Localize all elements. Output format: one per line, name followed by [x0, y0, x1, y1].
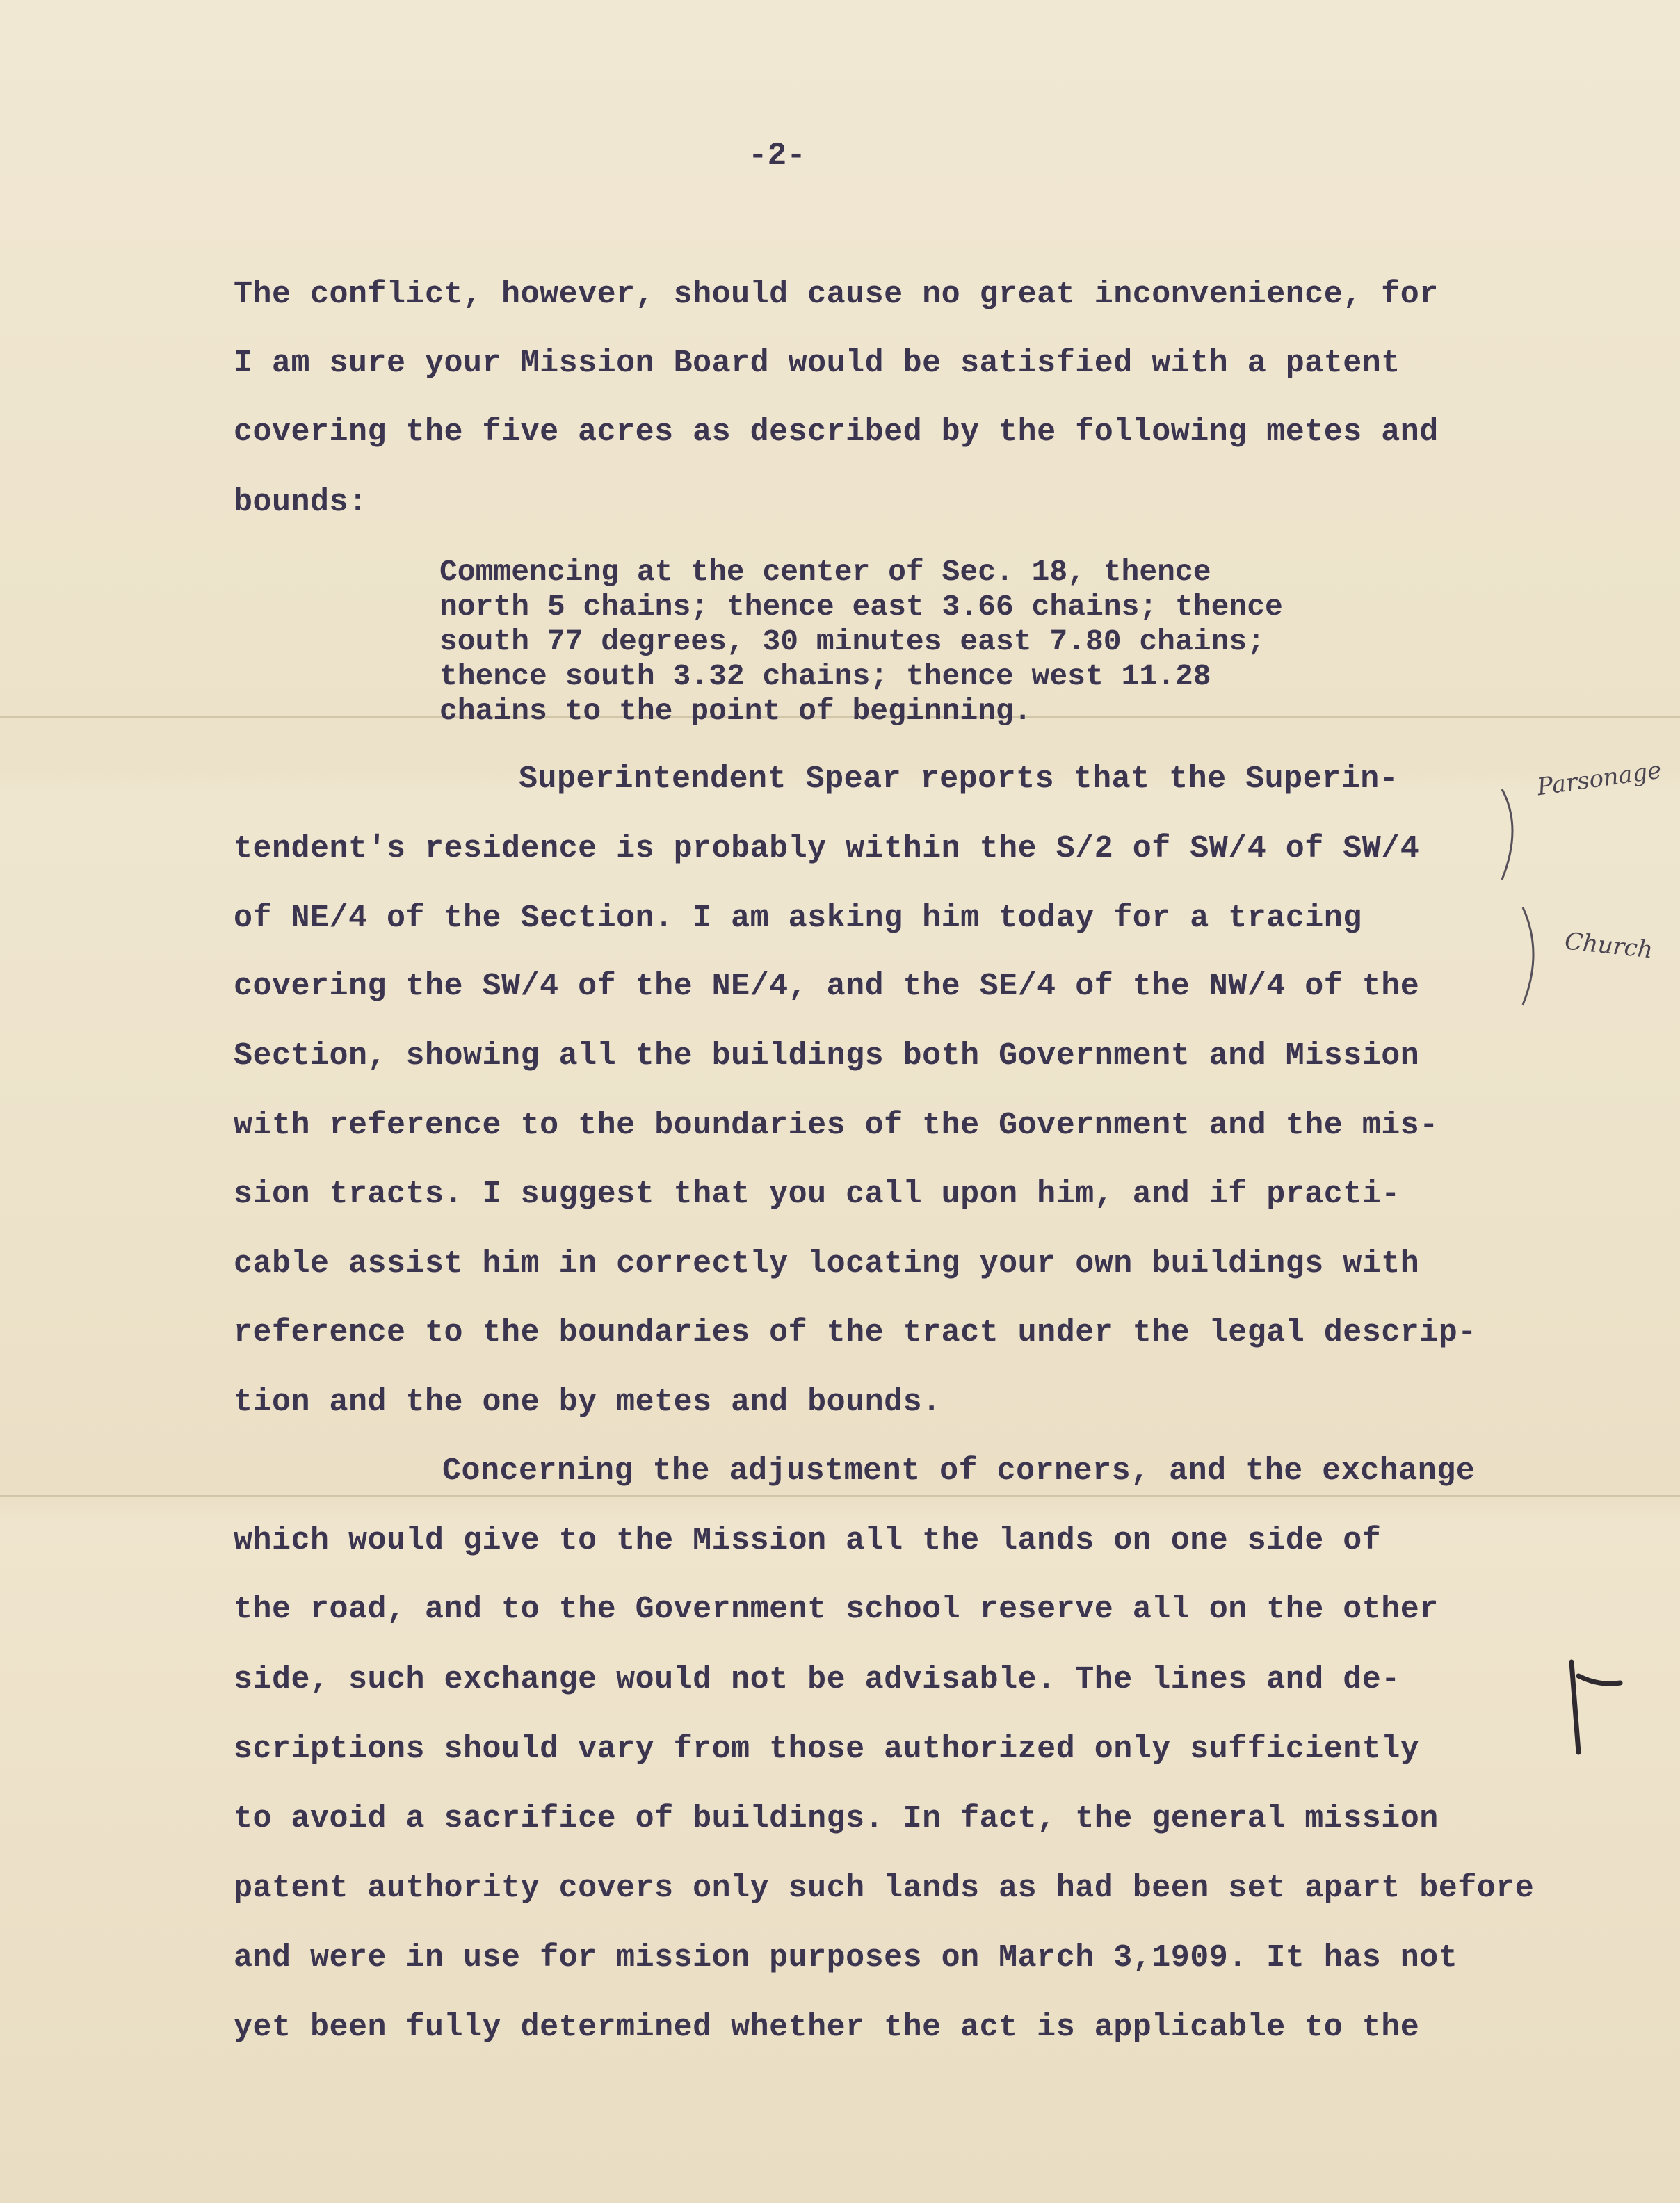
text-line: with reference to the boundaries of the Government and the mis-: [234, 1108, 1439, 1143]
page-number: -2-: [748, 138, 806, 174]
text-line: Section, showing all the buildings both Government and Mission: [234, 1038, 1420, 1074]
metes-line: Commencing at the center of Sec. 18, thence: [439, 555, 1211, 589]
text-line: and were in use for mission purposes on March 3,1909. It has not: [234, 1940, 1458, 1976]
paper-fold: [0, 1495, 1680, 1497]
text-line: bounds:: [234, 485, 368, 520]
bracket-parsonage: [1495, 786, 1537, 883]
text-line: I am sure your Mission Board would be satisfied with a patent: [234, 346, 1400, 381]
text-line: The conflict, however, should cause no great inconvenience, for: [234, 277, 1439, 312]
text-line: cable assist him in correctly locating your own buildings with: [234, 1246, 1420, 1282]
text-line: the road, and to the Government school reserve all on the other: [234, 1592, 1439, 1627]
metes-line: north 5 chains; thence east 3.66 chains; thence: [439, 590, 1283, 624]
text-line: covering the SW/4 of the NE/4, and the SE/4 of the NW/4 of the: [234, 969, 1420, 1004]
bracket-church: [1516, 904, 1558, 1008]
text-line: scriptions should vary from those authorized only sufficiently: [234, 1732, 1420, 1767]
text-line: Superintendent Spear reports that the Superin-: [519, 761, 1399, 797]
text-line: covering the five acres as described by the following metes and: [234, 414, 1439, 450]
metes-line: south 77 degrees, 30 minutes east 7.80 chains;: [439, 624, 1265, 659]
text-line: tion and the one by metes and bounds.: [234, 1385, 942, 1420]
text-line: side, such exchange would not be advisable. The lines and de-: [234, 1662, 1400, 1697]
metes-line: thence south 3.32 chains; thence west 11.28: [439, 659, 1211, 693]
text-line: Concerning the adjustment of corners, and the exchange: [442, 1453, 1476, 1489]
text-line: patent authority covers only such lands as had been set apart before: [234, 1871, 1535, 1906]
annotation-parsonage: Parsonage: [1535, 756, 1663, 802]
text-line: tendent's residence is probably within the S/2 of SW/4 of SW/4: [234, 831, 1420, 866]
text-line: yet been fully determined whether the act is applicable to the: [234, 2010, 1420, 2045]
metes-line: chains to the point of beginning.: [439, 694, 1032, 728]
annotation-church: Church: [1563, 927, 1654, 965]
text-line: which would give to the Mission all the lands on one side of: [234, 1523, 1382, 1558]
check-mark-icon: [1551, 1648, 1627, 1759]
text-line: of NE/4 of the Section. I am asking him today for a tracing: [234, 901, 1362, 936]
text-line: sion tracts. I suggest that you call upon him, and if practi-: [234, 1177, 1400, 1212]
text-line: to avoid a sacrifice of buildings. In fact, the general mission: [234, 1801, 1439, 1837]
text-line: reference to the boundaries of the tract under the legal descrip-: [234, 1315, 1477, 1350]
